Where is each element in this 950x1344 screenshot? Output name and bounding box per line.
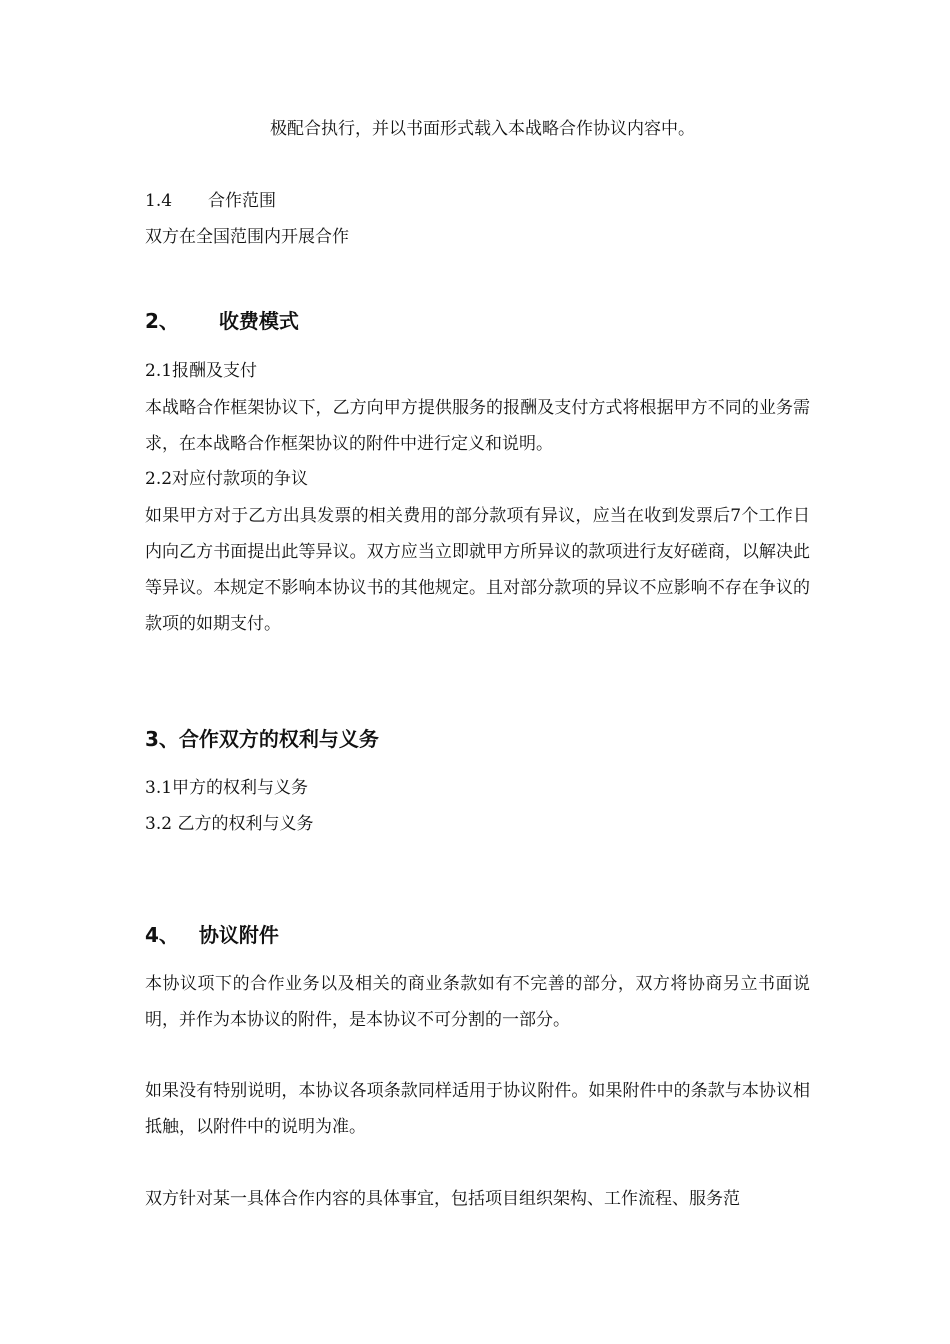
top-continuation-text: 极配合执行，并以书面形式载入本战略合作协议内容中。	[270, 119, 695, 139]
section-1-4-heading	[145, 190, 276, 212]
section-2-1-title: 2.1报酬及支付	[145, 361, 258, 381]
section-4-paragraph-2: 如果没有特别说明，本协议各项条款同样适用于协议附件。如果附件中的条款与本协议相抵触，以附件中的说明为准。	[145, 1081, 810, 1137]
section-4-paragraph-1: 本协议项下的合作业务以及相关的商业条款如有不完善的部分，双方将协商另立书面说明，并作为本协议的附件，是本协议不可分割的一部分。	[145, 974, 810, 1030]
section-1-4-title: 合作范围	[208, 191, 277, 211]
section-2-title: 收费模式	[218, 309, 299, 333]
section-2-heading	[145, 308, 299, 334]
section-4-paragraph-3: 双方针对某一具体合作内容的具体事宜，包括项目组织架构、工作流程、服务范	[145, 1189, 740, 1209]
section-3-1-title: 3.1甲方的权利与义务	[145, 778, 309, 798]
section-1-4-body: 双方在全国范围内开展合作	[145, 227, 349, 247]
section-4-heading	[145, 922, 279, 948]
section-3-heading: 3、合作双方的权利与义务	[145, 727, 379, 751]
section-2-1-body: 本战略合作框架协议下，乙方向甲方提供服务的报酬及支付方式将根据甲方不同的业务需求，在本战略合作框架协议的附件中进行定义和说明。	[145, 398, 810, 454]
section-2-number: 2、	[145, 309, 179, 333]
section-2-2-body: 如果甲方对于乙方出具发票的相关费用的部分款项有异议，应当在收到发票后7个工作日内向乙方书面提出此等异议。双方应当立即就甲方所异议的款项进行友好磋商，以解决此等异议。本规定不影响本协议书的其他规定。且对部分款项的异议不应影响不存在争议的款项的如期支付。	[145, 506, 810, 634]
section-4-title: 协议附件	[198, 923, 279, 947]
section-2-2-title: 2.2对应付款项的争议	[145, 469, 309, 489]
section-4-number: 4、	[145, 923, 179, 947]
section-1-4-number: 1.4	[145, 191, 173, 211]
section-3-2-title: 3.2 乙方的权利与义务	[145, 814, 314, 834]
